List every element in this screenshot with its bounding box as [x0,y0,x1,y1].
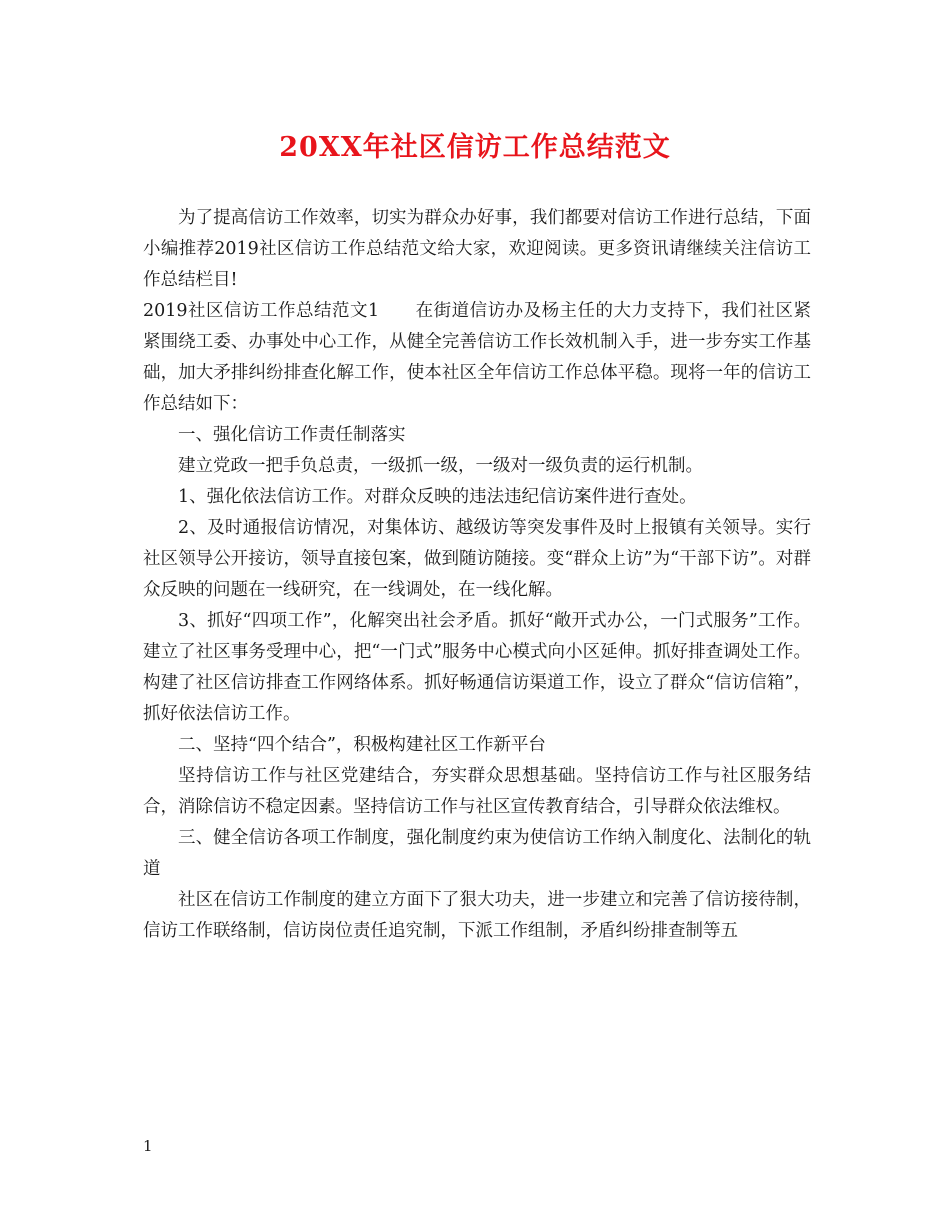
paragraph: 1、强化依法信访工作。对群众反映的违法违纪信访案件进行查处。 [178,487,697,507]
paragraph: 建立党政一把手负总责，一级抓一级，一级对一级负责的运行机制。 [178,456,703,476]
paragraph-intro: 为了提高信访工作效率，切实为群众办好事，我们都要对信访工作进行总结，下面小编推荐2019社区信访工作总结范文给大家，欢迎阅读。更多资讯请继续关注信访工作总结栏目! [143,208,811,290]
section-heading-2: 二、坚持“四个结合”，积极构建社区工作新平台 [178,735,546,755]
paragraph: 社区在信访工作制度的建立方面下了狠大功夫，进一步建立和完善了信访接待制，信访工作联络制，信访岗位责任追究制，下派工作组制，矛盾纠纷排查制等五 [143,890,811,941]
paragraph: 2、及时通报信访情况，对集体访、越级访等突发事件及时上报镇有关领导。实行社区领导公开接访，领导直接包案，做到随访随接。变“群众上访”为“干部下访”。对群众反映的问题在一线研究，在一线调处，在一线化解。 [143,518,811,600]
paragraph-summary-1: 2019社区信访工作总结范文1 在街道信访办及杨主任的大力支持下，我们社区紧紧围绕工委、办事处中心工作，从健全完善信访工作长效机制入手，进一步夯实工作基础，加大矛排纠纷排查化解工作，使本社区全年信访工作总体平稳。现将一年的信访工作总结如下： [143,301,811,414]
paragraph: 坚持信访工作与社区党建结合，夯实群众思想基础。坚持信访工作与社区服务结合，消除信访不稳定因素。坚持信访工作与社区宣传教育结合，引导群众依法维权。 [143,766,811,817]
paragraph: 3、抓好“四项工作”，化解突出社会矛盾。抓好“敞开式办公，一门式服务”工作。建立了社区事务受理中心，把“一门式”服务中心模式向小区延伸。抓好排查调处工作。构建了社区信访排查工作网络体系。抓好畅通信访渠道工作，设立了群众“信访信箱”，抓好依法信访工作。 [143,611,811,724]
document-body [143,203,811,947]
section-heading-3: 三、健全信访各项工作制度，强化制度约束为使信访工作纳入制度化、法制化的轨道 [143,828,811,879]
document-title: 20XX年社区信访工作总结范文 [279,132,671,163]
section-heading-1: 一、强化信访工作责任制落实 [178,425,406,445]
page-number: 1 [143,1137,153,1155]
